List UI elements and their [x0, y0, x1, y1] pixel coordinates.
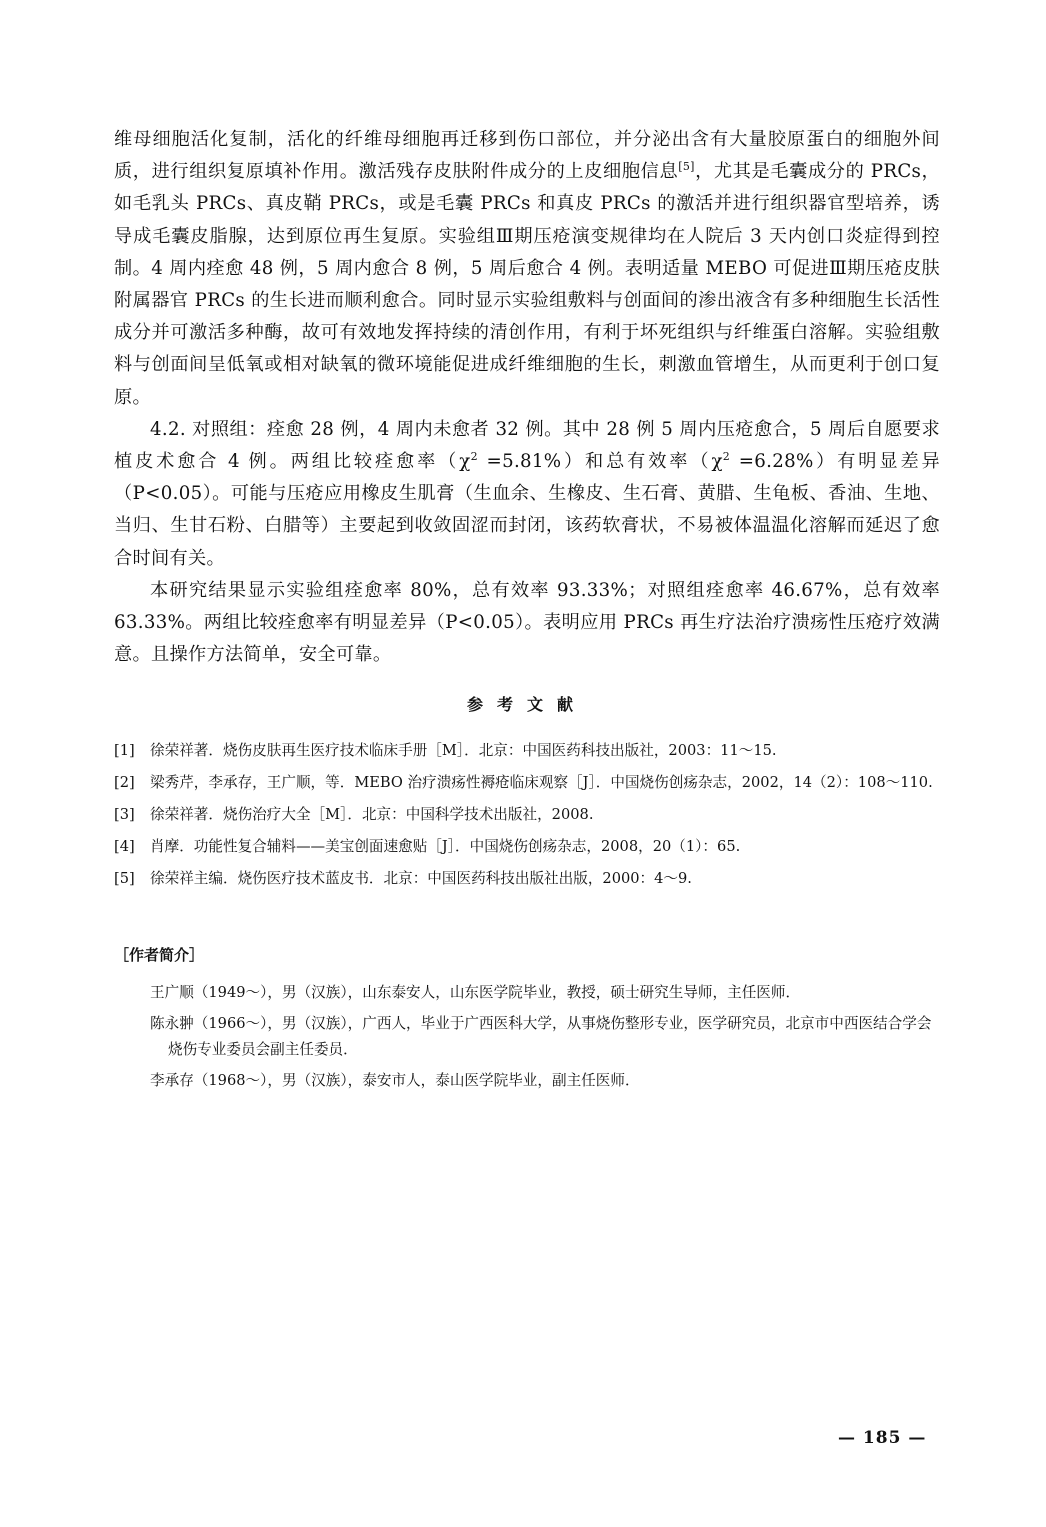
- page-number: — 185 —: [838, 1428, 927, 1448]
- reference-item: [114, 834, 940, 859]
- paragraph-text: =6.28%）有明显差异（P<0.05）。可能与压疮应用橡皮生肌膏（生血余、生橡皮、生石膏、黄腊、生龟板、香油、生地、当归、生甘石粉、白腊等）主要起到收敛固涩而封闭，该药软膏状，不易被体温温化溶解而延迟了愈合时间有关。: [114, 451, 940, 569]
- paragraph-text: =5.81%）和总有效率（χ: [477, 451, 723, 473]
- reference-number: [3]: [114, 806, 135, 823]
- body-text: [114, 124, 940, 671]
- reference-list: [114, 738, 940, 898]
- reference-item: [114, 802, 940, 827]
- references-heading: 参考文献: [466, 695, 587, 714]
- citation-marker: [5]: [678, 160, 695, 174]
- paragraph-text: 4.2. 对照组：痊愈 28 例，4 周内未愈者 32 例。其中 28 例 5 周内压疮愈合，5 周后自愿要求植皮术愈合 4 例。两组比较痊愈率（χ: [114, 418, 940, 473]
- reference-number: [2]: [114, 774, 135, 791]
- reference-text: 徐荣祥主编．烧伤医疗技术蓝皮书．北京：中国医药科技出版社出版，2000：4～9.: [150, 870, 692, 887]
- paragraph-text: 维母细胞活化复制，活化的纤维母细胞再迁移到伤口部位，并分泌出含有大量胶原蛋白的细胞外间质，进行组织复原填补作用。激活残存皮肤附件成分的上皮细胞信息: [114, 129, 940, 183]
- paragraph-control-group: [114, 414, 940, 575]
- reference-item: [114, 738, 940, 763]
- paragraph-conclusion: 本研究结果显示实验组痊愈率 80%，总有效率 93.33%；对照组痊愈率 46.67%，总有效率 63.33%。两组比较痊愈率有明显差异（P<0.05）。表明应用 PRCs 再生疗法治疗溃疡性压疮疗效满意。且操作方法简单，安全可靠。: [114, 579, 940, 666]
- superscript: 2: [722, 450, 731, 464]
- reference-number: [4]: [114, 838, 135, 855]
- reference-text: 梁秀芹，李承存，王广顺，等．MEBO 治疗溃疡性褥疮临床观察［J］．中国烧伤创疡杂志，2002，14（2）：108～110.: [150, 774, 933, 791]
- superscript: 2: [470, 450, 478, 464]
- paragraph-text: ，尤其是毛囊成分的 PRCs，如毛乳头 PRCs、真皮鞘 PRCs，或是毛囊 PRCs 和真皮 PRCs 的激活并进行组织器官型培养，诱导成毛囊皮脂腺，达到原位再生复原。实验组Ⅲ期压疮演变规律均在人院后 3 天内创口炎症得到控制。4 周内痊愈 48 例，5 周内愈合 8 例，5 周后愈合 4 例。表明适量 MEBO 可促进Ⅲ期压疮皮肤附属器官 PRCs 的生长进而顺利愈合。同时显示实验组敷料与创面间的渗出液含有多种细胞生长活性成分并可激活多种酶，故可有效地发挥持续的清创作用，有利于坏死组织与纤维蛋白溶解。实验组敷料与创面间呈低氧或相对缺氧的微环境能促进成纤维细胞的生长，刺激血管增生，从而更利于创口复原。: [114, 161, 940, 408]
- reference-text: 徐荣祥著．烧伤皮肤再生医疗技术临床手册［M］．北京：中国医药科技出版社，2003：11～15.: [150, 742, 777, 759]
- paragraph-discussion-experimental: [114, 124, 940, 414]
- reference-number: [5]: [114, 870, 135, 887]
- author-bio: 李承存（1968～），男（汉族），泰安市人，泰山医学院毕业，副主任医师．: [150, 1072, 640, 1089]
- author-bio: 王广顺（1949～），男（汉族），山东泰安人，山东医学院毕业，教授，硕士研究生导师，主任医师．: [150, 984, 801, 1001]
- reference-number: [1]: [114, 742, 135, 759]
- reference-text: 徐荣祥著．烧伤治疗大全［M］．北京：中国科学技术出版社，2008.: [150, 806, 594, 823]
- reference-item: [114, 770, 940, 795]
- reference-text: 肖摩．功能性复合辅料——美宝创面速愈贴［J］．中国烧伤创疡杂志，2008，20（1）：65.: [150, 838, 741, 855]
- author-list: [150, 980, 940, 1099]
- author-bio: 陈永翀（1966～），男（汉族），广西人，毕业于广西医科大学，从事烧伤整形专业，医学研究员，北京市中西医结合学会烧伤专业委员会副主任委员．: [150, 1015, 932, 1058]
- reference-item: [114, 866, 940, 891]
- author-intro-heading: ［作者简介］: [114, 946, 205, 964]
